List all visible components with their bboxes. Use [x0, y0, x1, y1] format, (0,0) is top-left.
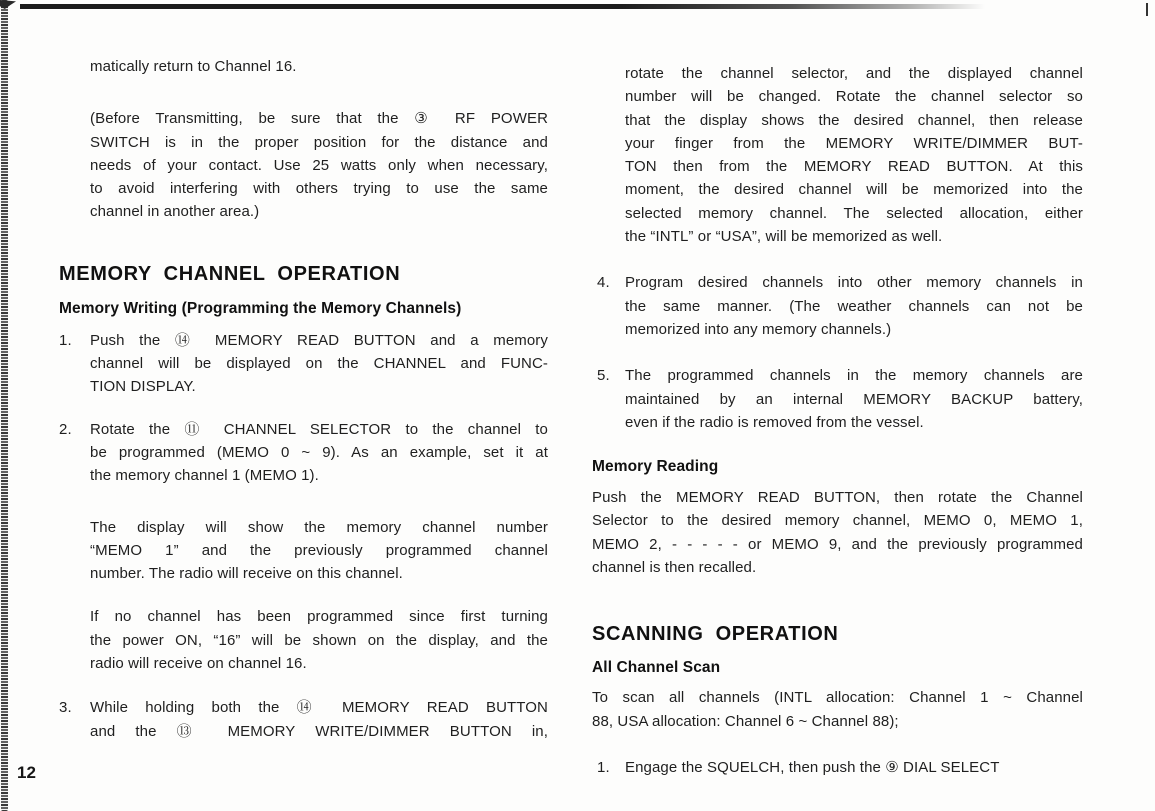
list-number: 1.: [59, 331, 72, 349]
text-line: If no channel has been programmed since first turning: [90, 608, 548, 626]
text-line: TION DISPLAY.: [90, 378, 196, 396]
text-line: Program desired channels into other memory channels in: [625, 274, 1083, 292]
text-line: even if the radio is removed from the vessel.: [625, 413, 924, 431]
text-line: the power ON, “16” will be shown on the display, and the: [90, 631, 548, 649]
text-line: number. The radio will receive on this channel.: [90, 565, 403, 583]
text-line: 88, USA allocation: Channel 6 ~ Channel 88);: [592, 712, 899, 730]
text-line: selected memory channel. The selected allocation, either: [625, 204, 1083, 222]
text-line: channel in another area.): [90, 203, 260, 221]
list-item-4: [592, 271, 1083, 341]
text-line: be programmed (MEMO 0 ~ 9). As an example, set it at: [90, 443, 548, 461]
list-item-text: [90, 329, 548, 399]
paragraph-intro-continuation: [90, 55, 548, 78]
page-number: 12: [17, 763, 36, 782]
list-item-text: [90, 418, 548, 488]
subsection-heading-memory-reading: Memory Reading: [592, 458, 719, 476]
text-line: While holding both the ⑭ MEMORY READ BUTTON: [90, 699, 548, 717]
text-line: channel is then recalled.: [592, 559, 757, 577]
text-line: The display will show the memory channel number: [90, 518, 548, 536]
list-item-scan-1: [592, 756, 1083, 779]
list-item-5: [592, 364, 1083, 434]
list-item-1: [59, 329, 548, 399]
paragraph-all-channel-scan: [592, 686, 1083, 733]
text-line: “MEMO 1” and the previously programmed channel: [90, 541, 548, 559]
corner-tick-mark: [1146, 3, 1148, 16]
text-line: your finger from the MEMORY WRITE/DIMMER BUT-: [625, 134, 1083, 152]
section-heading-scanning-operation: SCANNING OPERATION: [592, 623, 839, 646]
paragraph-item3-continuation: [625, 62, 1083, 248]
paragraph-if-no-channel: [90, 605, 548, 675]
text-line: channel will be displayed on the CHANNEL and FUNC-: [90, 355, 548, 373]
text-line: (Before Transmitting, be sure that the ③ RF POWER: [90, 110, 548, 128]
text-line: Selector to the desired memory channel, MEMO 0, MEMO 1,: [592, 512, 1083, 530]
paragraph-transmit-note: [90, 107, 548, 223]
left-column: [59, 55, 548, 743]
list-item-text: [625, 756, 1083, 779]
subsection-heading-memory-writing: Memory Writing (Programming the Memory Channels): [59, 299, 462, 317]
text-line: the same manner. (The weather channels can not be: [625, 297, 1083, 315]
list-number: 5.: [597, 367, 610, 385]
list-number: 1.: [597, 758, 610, 776]
text-line: The programmed channels in the memory channels are: [625, 367, 1083, 385]
text-line: Push the ⑭ MEMORY READ BUTTON and a memory: [90, 331, 548, 349]
text-line: that the display shows the desired channel, then release: [625, 111, 1083, 129]
text-line: rotate the channel selector, and the displayed channel: [625, 65, 1083, 82]
text-line: and the ⑬ MEMORY WRITE/DIMMER BUTTON in,: [90, 722, 548, 740]
text-line: Rotate the ⑪ CHANNEL SELECTOR to the channel to: [90, 420, 548, 438]
top-rule: [20, 4, 985, 9]
text-line: matically return to Channel 16.: [90, 58, 297, 75]
text-line: the memory channel 1 (MEMO 1).: [90, 467, 319, 485]
text-line: Engage the SQUELCH, then push the ⑨ DIAL SELECT: [625, 758, 1000, 776]
list-item-text: [625, 364, 1083, 434]
list-item-3: [59, 696, 548, 743]
paragraph-memory-reading: [592, 486, 1083, 579]
text-line: radio will receive on channel 16.: [90, 655, 307, 673]
list-item-text: [90, 696, 548, 743]
list-number: 3.: [59, 699, 72, 717]
text-line: memorized into any memory channels.): [625, 320, 892, 338]
text-line: SWITCH is in the proper position for the distance and: [90, 133, 548, 151]
list-item-text: [625, 271, 1083, 341]
text-line: needs of your contact. Use 25 watts only when necessary,: [90, 156, 548, 174]
binding-top-notch: [0, 0, 16, 9]
text-line: Push the MEMORY READ BUTTON, then rotate the Channel: [592, 489, 1083, 507]
text-line: MEMO 2, - - - - - or MEMO 9, and the previously programmed: [592, 535, 1083, 553]
text-line: to avoid interfering with others trying to use the same: [90, 180, 548, 198]
text-line: the “INTL” or “USA”, will be memorized as well.: [625, 228, 943, 246]
list-number: 4.: [597, 274, 610, 292]
section-heading-memory-channel-operation: MEMORY CHANNEL OPERATION: [59, 262, 401, 285]
text-line: maintained by an internal MEMORY BACKUP battery,: [625, 390, 1083, 408]
paragraph-display-will-show: [90, 516, 548, 586]
text-line: To scan all channels (INTL allocation: Channel 1 ~ Channel: [592, 689, 1083, 707]
text-line: number will be changed. Rotate the channel selector so: [625, 88, 1083, 106]
binding-edge-texture: [1, 0, 8, 811]
text-line: TON then from the MEMORY READ BUTTON. At this: [625, 158, 1083, 176]
list-item-2: [59, 418, 548, 488]
subsection-heading-all-channel-scan: All Channel Scan: [592, 659, 721, 677]
list-number: 2.: [59, 420, 72, 438]
right-column: [592, 58, 1083, 779]
text-line: moment, the desired channel will be memorized into the: [625, 181, 1083, 199]
